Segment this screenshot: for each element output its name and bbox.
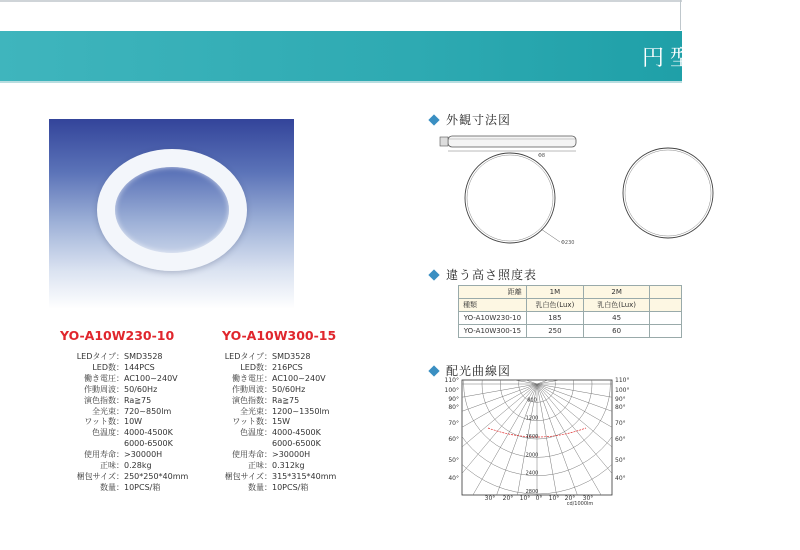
right-angle-label: 90° (615, 396, 626, 403)
right-angle-label: 50° (615, 457, 626, 464)
polar-spoke (537, 384, 682, 437)
product-photo (49, 119, 294, 309)
bottom-angle-label: 30° (484, 495, 496, 502)
radial-value-label: 1200 (525, 415, 539, 422)
top-rule (0, 0, 682, 2)
left-angle-label: 80° (448, 404, 459, 411)
bottom-angle-label: 30° (582, 495, 594, 502)
spec-list-1 (60, 352, 188, 494)
spec-row: 正味： 0.312kg (248, 461, 305, 471)
left-angle-label: 40° (448, 475, 459, 482)
left-angle-label: 110° (444, 377, 459, 384)
spec-row: 演色指数： Ra≧75 (232, 395, 300, 405)
left-angle-label: 70° (448, 420, 459, 427)
subheader: 乳白色(Lux) (526, 299, 583, 312)
illuminance-table (458, 285, 682, 338)
left-angle-label: 50° (448, 457, 459, 464)
spec-row: ワット数： 10W (84, 417, 143, 427)
polar-spoke (419, 384, 537, 483)
polar-diagram (430, 376, 640, 506)
table-row: YO-A10W300-15 250 60 (459, 325, 682, 338)
header-underline (0, 81, 682, 83)
spec-row: 全光束： 1200~1350lm (240, 406, 330, 416)
right-angle-label: 110° (615, 377, 630, 384)
right-angle-label: 70° (615, 420, 626, 427)
radial-value-label: 2400 (525, 470, 539, 477)
model-title-2: YO-A10W300-15 (222, 328, 337, 343)
section-heading-illuminance: 違う高さ照度表 (430, 266, 537, 283)
spec-row: LED数： 216PCS (240, 362, 303, 372)
spec-row: 使用寿命： >30000H (84, 450, 163, 460)
spec-row: 正味： 0.28kg (100, 461, 152, 471)
dim-label-circle: Φ230 (561, 240, 575, 246)
corner-top: 距離 (459, 286, 527, 299)
tube-side-view (448, 136, 576, 147)
spec-row: 梱包サイズ： 250*250*40mm (76, 471, 189, 481)
spec-row: 全光束： 720~850lm (92, 406, 172, 416)
tube-cap (440, 137, 448, 146)
subheader: 乳白色(Lux) (584, 299, 650, 312)
spec-row: 作動周波： 50/60Hz (84, 384, 158, 394)
spec-row: ワット数： 15W (232, 417, 291, 427)
polar-spoke (537, 384, 590, 529)
right-angle-label: 100° (615, 387, 630, 394)
spec-row: 演色指数： Ra≧75 (84, 395, 152, 405)
spec-row: 梱包サイズ： 315*315*40mm (224, 471, 337, 481)
right-angle-label: 40° (615, 475, 626, 482)
left-angle-label: 90° (448, 396, 459, 403)
bottom-angle-label: 10° (519, 495, 531, 502)
spec-row: LEDタイプ： SMD3528 (224, 352, 311, 361)
diamond-bullet-icon (428, 365, 439, 376)
diamond-bullet-icon (428, 269, 439, 280)
spec-row: 6000-6500K (124, 439, 173, 449)
bottom-angle-label: 20° (502, 495, 514, 502)
polar-spoke (537, 384, 655, 483)
right-angle-label: 80° (615, 404, 626, 411)
radial-value-label: 800 (527, 397, 537, 404)
header-band (0, 31, 699, 81)
spec-row: 働き電圧： AC100~240V (84, 373, 178, 383)
spec-row: 数量： 10PCS/箱 (100, 482, 161, 492)
unit-label: cd/1000lm (566, 501, 594, 507)
bottom-angle-label: 20° (564, 495, 576, 502)
model-title-1: YO-A10W230-10 (60, 328, 175, 343)
left-angle-label: 100° (444, 387, 459, 394)
spec-row: 色温度： 4000-4500K (240, 428, 321, 438)
spec-row: 数量： 10PCS/箱 (248, 482, 309, 492)
dimension-drawing (440, 128, 682, 258)
radial-value-label: 1600 (525, 434, 539, 440)
polar-spoke (392, 384, 537, 437)
ring-tube-image (97, 149, 247, 271)
section-heading-dimensions: 外観寸法図 (430, 111, 511, 128)
spec-row: LEDタイプ： SMD3528 (76, 352, 163, 361)
corner-rule (680, 0, 681, 30)
dim-label-top: Φ8 (538, 153, 546, 159)
spec-row: 働き電圧： AC100~240V (232, 373, 326, 383)
right-angle-label: 60° (615, 436, 626, 443)
radial-value-label: 2800 (525, 489, 539, 495)
spec-row: 6000-6500K (272, 439, 321, 449)
corner-bottom: 種類 (459, 299, 527, 312)
illuminance-table-wrap (458, 285, 682, 341)
spec-row: 色温度： 4000-4500K (92, 428, 173, 438)
table-row: YO-A10W230-10 185 45 (459, 312, 682, 325)
header-title: 円型 (642, 46, 699, 71)
section-heading-distribution: 配光曲線図 (430, 362, 511, 379)
diamond-bullet-icon (428, 114, 439, 125)
second-ring-outline (623, 148, 713, 238)
spec-row: LED数： 144PCS (92, 362, 155, 372)
header-distance: 1M (526, 286, 583, 299)
bottom-angle-label: 10° (548, 495, 560, 502)
spec-row: 作動周波： 50/60Hz (232, 384, 306, 394)
bottom-angle-label: 0° (535, 495, 543, 502)
spec-row: 使用寿命： >30000H (232, 450, 311, 460)
spec-list-2 (222, 352, 336, 494)
header-distance: 2M (584, 286, 650, 299)
radial-value-label: 2000 (525, 452, 539, 459)
front-view-inner (467, 155, 553, 241)
left-angle-label: 60° (448, 436, 459, 443)
